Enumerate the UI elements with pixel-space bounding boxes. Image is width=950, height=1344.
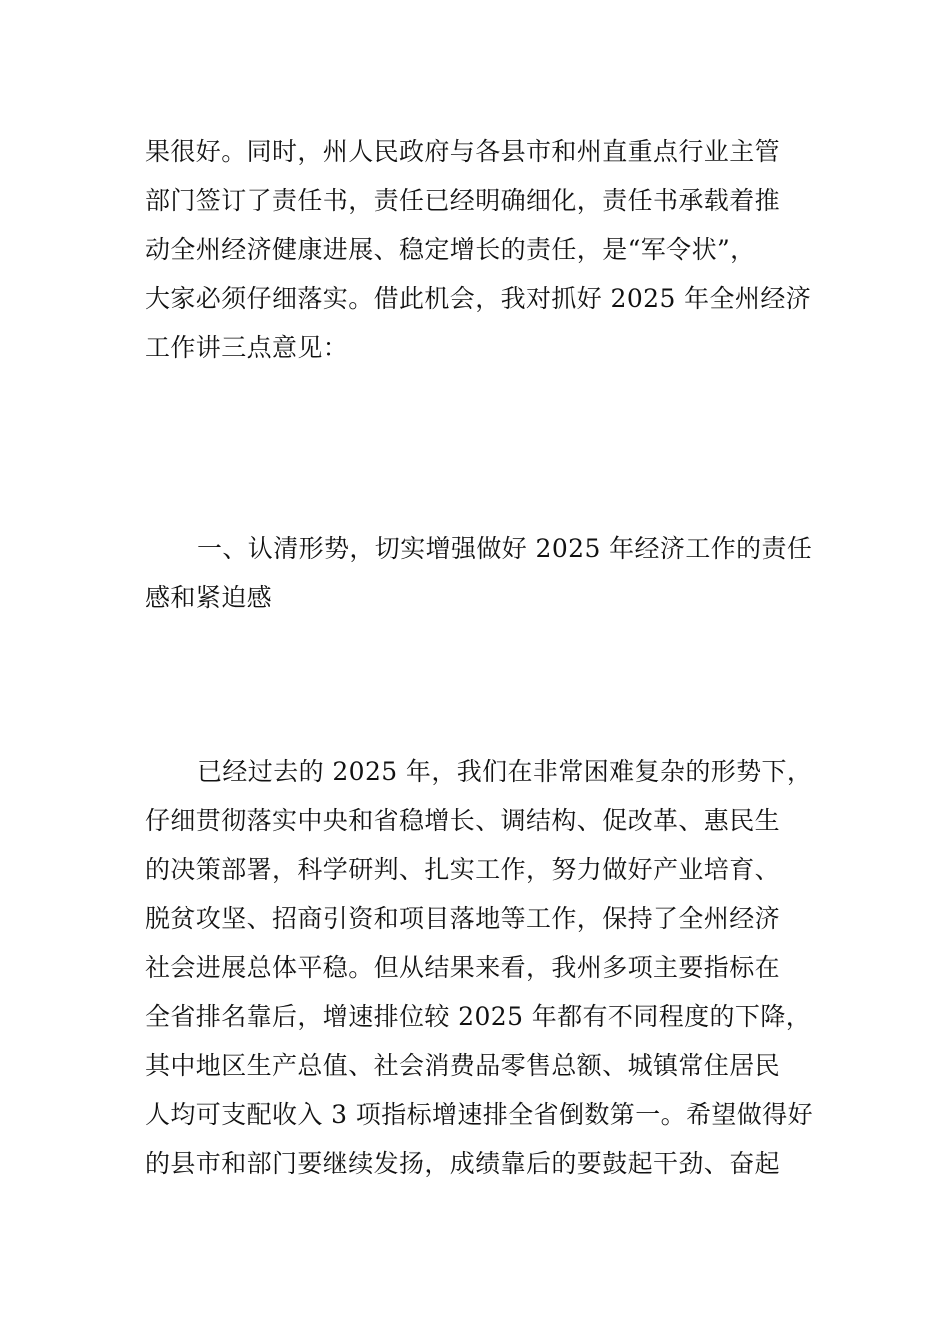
section-heading xyxy=(145,524,813,622)
heading-line: 感和紧迫感 xyxy=(145,583,273,612)
text-line: 动全州经济健康进展、稳定增长的责任，是“军令状”， xyxy=(145,235,756,264)
text-line: 果很好。同时，州人民政府与各县市和州直重点行业主管 xyxy=(145,137,781,166)
heading-line: 一、认清形势，切实增强做好 2025 年经济工作的责任 xyxy=(197,534,813,563)
text-line: 大家必须仔细落实。借此机会，我对抓好 2025 年全州经济 xyxy=(145,284,812,313)
text-line: 社会进展总体平稳。但从结果来看，我州多项主要指标在 xyxy=(145,953,781,982)
text-line: 全省排名靠后，增速排位较 2025 年都有不同程度的下降， xyxy=(145,1002,812,1031)
text-line: 工作讲三点意见： xyxy=(145,333,349,362)
paragraph-body xyxy=(145,747,814,1188)
text-line: 已经过去的 2025 年，我们在非常困难复杂的形势下， xyxy=(197,757,813,786)
text-line: 的决策部署，科学研判、扎实工作，努力做好产业培育、 xyxy=(145,855,781,884)
text-line: 脱贫攻坚、招商引资和项目落地等工作，保持了全州经济 xyxy=(145,904,781,933)
text-line: 部门签订了责任书，责任已经明确细化，责任书承载着推 xyxy=(145,186,781,215)
text-line: 人均可支配收入 3 项指标增速排全省倒数第一。希望做得好 xyxy=(145,1100,814,1129)
text-line: 其中地区生产总值、社会消费品零售总额、城镇常住居民 xyxy=(145,1051,781,1080)
text-line: 的县市和部门要继续发扬，成绩靠后的要鼓起干劲、奋起 xyxy=(145,1149,781,1178)
text-line: 仔细贯彻落实中央和省稳增长、调结构、促改革、惠民生 xyxy=(145,806,781,835)
paragraph-continued xyxy=(145,127,812,372)
